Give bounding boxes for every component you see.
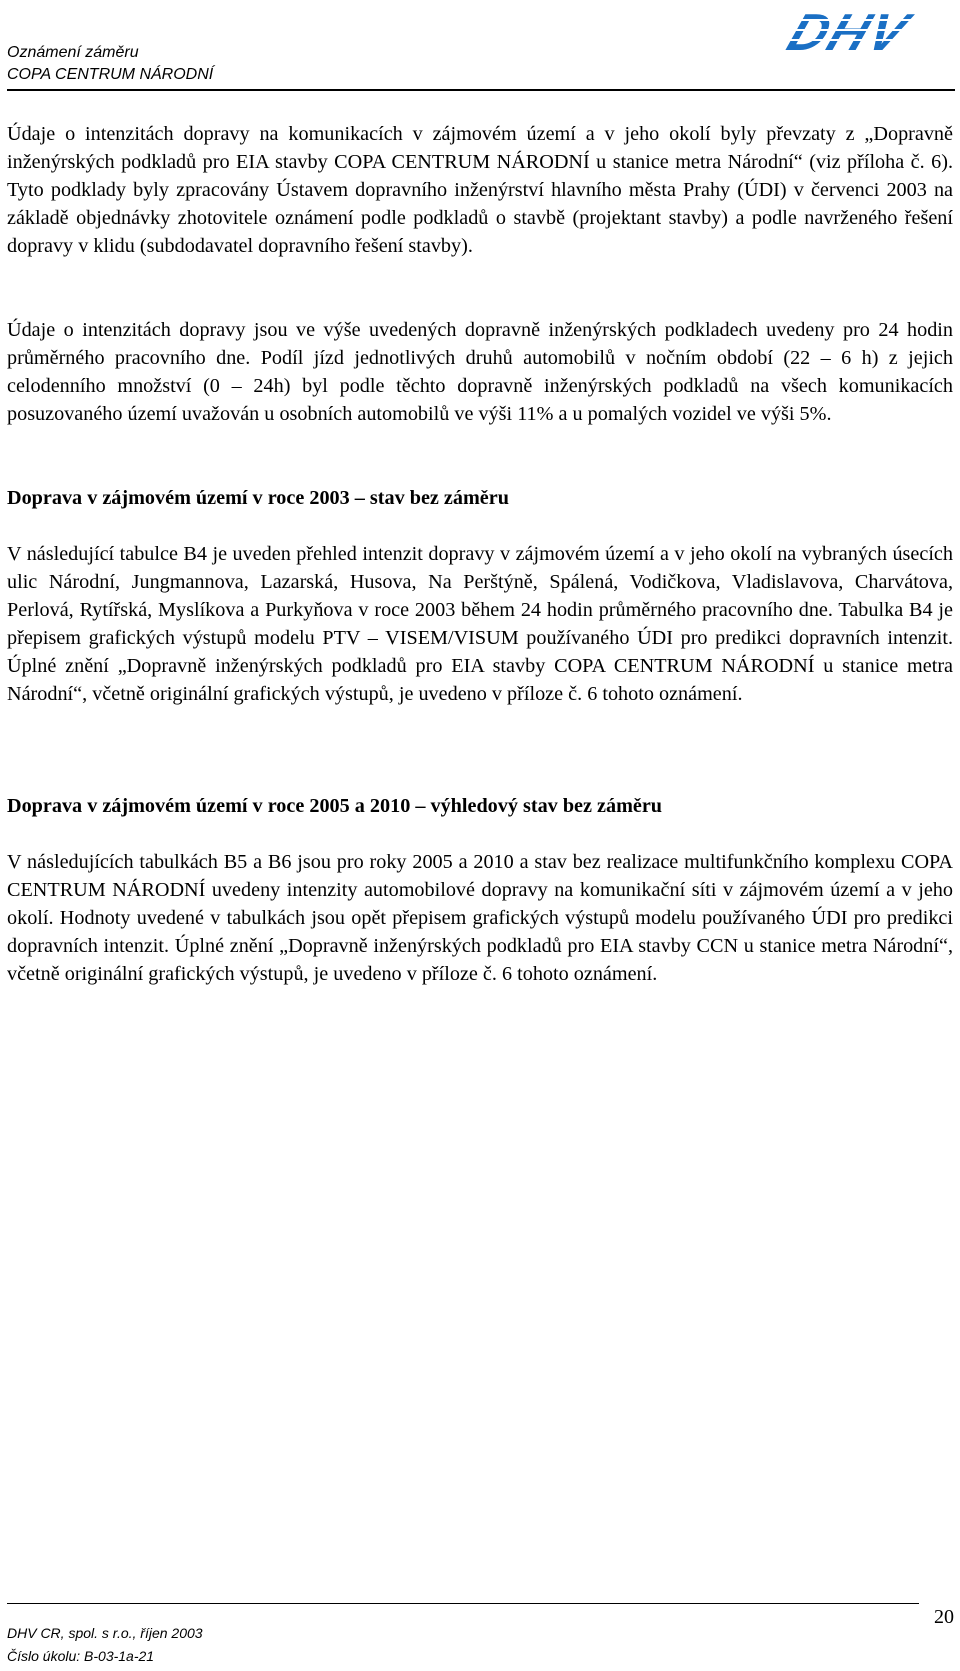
section-heading-2005-2010: Doprava v zájmovém území v roce 2005 a 2010 – výhledový stav bez záměru — [7, 795, 663, 817]
section-heading-2003: Doprava v zájmovém území v roce 2003 – stav bez záměru — [7, 487, 509, 509]
footer-company: DHV CR, spol. s r.o., říjen 2003 — [7, 1625, 203, 1641]
footer-task-number: Číslo úkolu: B-03-1a-21 — [7, 1648, 155, 1664]
paragraph-3: V následující tabulce B4 je uveden přehled intenzit dopravy v zájmovém území a v jeho okolí na vybraných úsecích ulic Národní, Jungmannova, Lazarská, Husova, Na Perštýně, Spálená, Vodičkova, Vladislavova, Charvátova, Perlová, Rytířská, Myslíkova a Purkyňova v roce 2003 během 24 hodin průměrného pracovního dne. Tabulka B4 je přepisem grafických výstupů modelu PTV – VISEM/VISUM používaného ÚDI pro predikci dopravních intenzit. Úplné znění „Dopravně inženýrských podkladů pro EIA stavby COPA CENTRUM NÁRODNÍ u stanice metra Národní“, včetně originální grafických výstupů, je uvedeno v příloze č. 6 tohoto oznámení. — [7, 543, 953, 705]
dhv-logo — [772, 2, 952, 62]
paragraph-2: Údaje o intenzitách dopravy jsou ve výše uvedených dopravně inženýrských podkladech uvedeny pro 24 hodin průměrného pracovního dne. Podíl jízd jednotlivých druhů automobilů v nočním období (22 – 6 h) z jejich celodenního množství (0 – 24h) byl podle těchto dopravně inženýrských podkladů na všech komunikacích posuzovaného území uvažován u osobních automobilů ve výši 11% a u pomalých vozidel ve výši 5%. — [7, 319, 953, 425]
footer-divider — [7, 1603, 919, 1604]
header-title: Oznámení záměru — [7, 44, 139, 61]
page-number: 20 — [934, 1606, 954, 1628]
header-subtitle: COPA CENTRUM NÁRODNÍ — [7, 66, 214, 83]
header-divider — [7, 89, 955, 91]
paragraph-4: V následujících tabulkách B5 a B6 jsou pro roky 2005 a 2010 a stav bez realizace multifunkčního komplexu COPA CENTRUM NÁRODNÍ uvedeny intenzity automobilové dopravy na komunikační síti v zájmovém území a v jeho okolí. Hodnoty uvedené v tabulkách jsou opět přepisem grafických výstupů modelu používaného ÚDI pro predikci dopravních intenzit. Úplné znění „Dopravně inženýrských podkladů pro EIA stavby CCN u stanice metra Národní“, včetně originální grafických výstupů, je uvedeno v příloze č. 6 tohoto oznámení. — [7, 851, 953, 985]
dhv-logo-text: DHV — [780, 3, 918, 62]
paragraph-1: Údaje o intenzitách dopravy na komunikacích v zájmovém území a v jeho okolí byly převzaty z „Dopravně inženýrských podkladů pro EIA stavby COPA CENTRUM NÁRODNÍ u stanice metra Národní“ (viz příloha č. 6). Tyto podklady byly zpracovány Ústavem dopravního inženýrství hlavního města Prahy (ÚDI) v červenci 2003 na základě objednávky zhotovitele oznámení podle podkladů o stavbě (projektant stavby) a podle navrženého řešení dopravy v klidu (subdodavatel dopravního řešení stavby). — [7, 123, 953, 257]
